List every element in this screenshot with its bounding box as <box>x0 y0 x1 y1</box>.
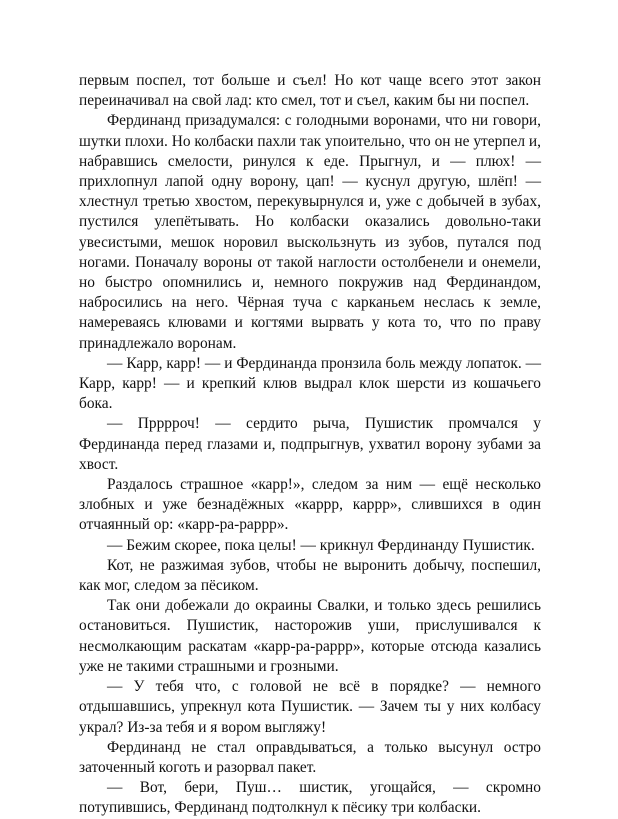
paragraph: Фердинанд призадумался: с голодными воронами, что ни говори, шутки плохи. Но колбаски пахли так упоительно, что он не утерпел и, набравшись смелости, ринулся к еде. Прыгнул, и — плюх! — прихлопнул лапой одну ворону, цап! — куснул другую, шлёп! — хлестнул третью хвостом, перекувырнулся и, уже с добычей в зубах, пустился улепётывать. Но колбаски оказались довольно-таки увесистыми, мешок норовил выскользнуть из зубов, путался под ногами. Поначалу вороны от такой наглости остолбенели и онемели, но быстро опомнились и, немного покружив над Фердинандом, набросились на него. Чёрная туча с карканьем неслась к земле, намереваясь клювами и когтями вырвать у кота то, что по праву принадлежало воронам. <box>79 112 541 352</box>
paragraph: Кот, не разжимая зубов, чтобы не выронить добычу, поспешил, как мог, следом за пёсиком. <box>79 556 541 595</box>
paragraph: — Вот, бери, Пуш… шистик, угощайся, — скромно потупившись, Фердинанд подтолкнул к пёсику три колбаски. <box>79 779 541 817</box>
story-text <box>79 71 541 819</box>
paragraph: Так они добежали до окраины Свалки, и только здесь решились остановиться. Пушистик, насторожив уши, прислушивался к несмолкающим раскатам «карр-ра-раррр», которые отсюда казались уже не такими страшными и грозными. <box>79 597 541 675</box>
paragraph: первым поспел, тот больше и съел! Но кот чаще всего этот закон переиначивал на свой лад: кто смел, тот и съел, каким бы ни поспел. <box>79 72 541 110</box>
paragraph: — У тебя что, с головой не всё в порядке? — немного отдышавшись, упрекнул кота Пушистик. — Зачем ты у них колбасу украл? Из-за тебя и я вором выгляжу! <box>79 678 541 736</box>
paragraph: — Прррроч! — сердито рыча, Пушистик промчался у Фердинанда перед глазами и, подпрыгнув, ухватил ворону зубами за хвост. <box>79 415 541 473</box>
paragraph: — Бежим скорее, пока целы! — крикнул Фердинанду Пушистик. <box>107 536 535 554</box>
paragraph: — Карр, карр! — и Фердинанда пронзила боль между лопаток. — Карр, карр! — и крепкий клюв выдрал клок шерсти из кошачьего бока. <box>79 354 541 413</box>
paragraph: Фердинанд не стал оправдываться, а только высунул остро заточенный коготь и разорвал пакет. <box>79 738 541 776</box>
paragraph: Раздалось страшное «карр!», следом за ним — ещё несколько злобных и уже безнадёжных «каррр, каррр», слившихся в один отчаянный ор: «карр-ра-раррр». <box>79 476 541 534</box>
